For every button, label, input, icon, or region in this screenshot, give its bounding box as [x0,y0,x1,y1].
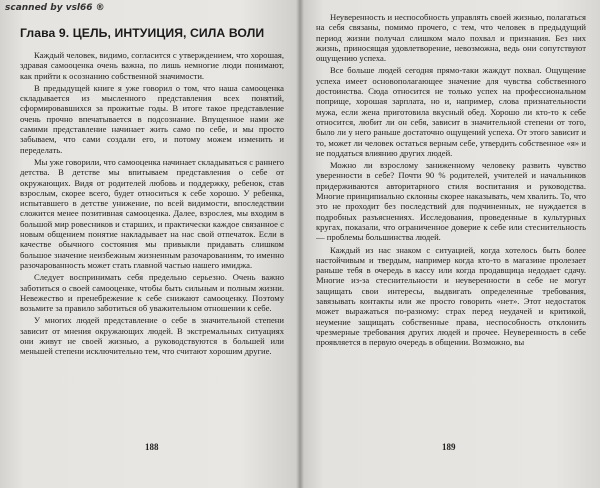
page-number-left: 188 [145,442,159,452]
book-gutter [296,0,304,488]
paragraph: У многих людей представление о себе в значительной степени зависит от мнения окружающих людей. В экстремальных ситуациях они живут не своей жизнью, а руководствуются в большей или меньшей степени исключительно тем, что считают хорошим другие. [20,315,284,357]
paragraph: Мы уже говорили, что самооценка начинает складываться с раннего детства. В детстве мы впитываем представления о себе от окружающих. Видя от родителей любовь и поддержку, ребенок, став взрослым, скорее всего, будет относиться к себе хорошо. У ребенка, испытавшего в детстве унижение, по всей видимости, впоследствии сложится менее позитивная самооценка. Далее, взрослея, мы входим в большой мир ровесников и старших, и практически каждое связанное с новым общением понятие накладывает на нас свой отпечаток. Если в качестве обычного состояния мы привыкли придавать слишком большое значение неизбежным жизненным разочарованиям, то именно разочарованность может стать главной частью нашего имиджа. [20,156,284,270]
chapter-title: Глава 9. ЦЕЛЬ, ИНТУИЦИЯ, СИЛА ВОЛИ [20,26,265,40]
right-page [300,0,600,488]
scan-credit: scanned by vsl66 ® [5,3,105,13]
page-number-right: 189 [442,442,456,452]
paragraph: Каждый из нас знаком с ситуацией, когда хотелось быть более настойчивым и твердым, например когда кто-то в магазине пролезает раньше тебя в очередь в кассу или когда продавщица недодает сдачу. Многие из-за стеснительности и неуверенности в себе не могут защищать свои интересы, выдвигать определенные требования, завязывать контакты или же просто говорить «нет». Этот недостаток может выражаться по-разному: страх перед неудачей и критикой, неумение защищать собственные права, неспособность отклонить чрезмерные требования других людей и прочее. Неуверенность в себе проявляется в первую очередь в общении. Возможно, вы [316,244,586,348]
paragraph: Каждый человек, видимо, согласится с утверждением, что хорошая, здравая самооценка очень важна, по лишь немногие люди понимают, как прийти к осознанию собственной значимости. [20,50,284,81]
paragraph: Неуверенность и неспособность управлять своей жизнью, полагаться на себя связаны, помимо прочего, с тем, что человек в предыдущий период жизни получал слишком мало похвал и признания. Без них жизнь, приносящая удовлетворение, невозможна, ведь они сопутствуют ощущению успеха. [316,12,586,64]
paragraph: Следует воспринимать себя предельно серьезно. Очень важно заботиться о своей самооценке, чтобы быть сильным и полным жизни. Невежество и пренебрежение к себе снижают самооценку. Поэтому возьмите за правило заботиться об уважительном отношении к себе. [20,272,284,314]
paragraph: Можно ли взрослому заниженному человеку развить чувство уверенности в себе? Почти 90 % родителей, учителей и начальников придерживаются авторитарного стиля воспитания и руководства. Многие принципиально склонны скорее наказывать, чем хвалить. То, что это не проходит без последствий для подчиненных, не нуждается в подробных разъяснениях. Исследования, проведенные в культурных кругах, показали, что ограниченное доверие к себе или стеснительность — проблемы большинства людей. [316,160,586,243]
paragraph: В предыдущей книге я уже говорил о том, что наша самооценка складывается из мысленного представления всех понятий, сформировавшихся за прожитые годы. В итоге такое представление очень прочно впечатывается в подсознание. Впущенное нами же самими представление начинает жить само по себе, и мы просто забываем, что сами создали его, и потому можем изменить и переделать. [20,82,284,155]
paragraph: Все больше людей сегодня прямо-таки жаждут похвал. Ощущение успеха имеет основополагающее значение для чувства собственного достоинства. Сюда относится не только успех на профессиональном поприще, хорошая зарплата, но и, например, слова признательности мужа, если жена приготовила вкусный обед. Хорошо ли кто-то к себе относится, любит ли он себя, зависит в значительной степени от того, было ли у него раньше достаточно ощущений успеха. От этого зависит и то, может ли человек остаться верным себе, утвердить собственное «я» и не поддаться влиянию других людей. [316,65,586,158]
